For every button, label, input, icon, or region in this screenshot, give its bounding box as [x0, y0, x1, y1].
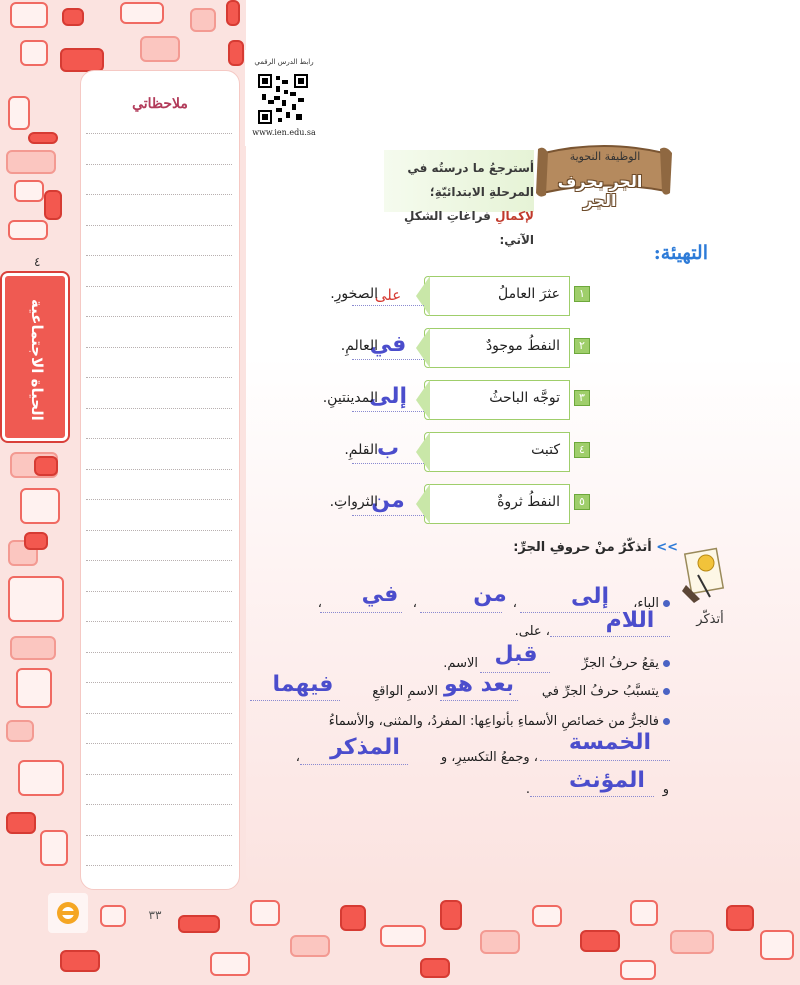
- exercise-row: [320, 328, 600, 368]
- answer-bad-huwa[interactable]: بعد هو: [443, 672, 515, 697]
- note-line[interactable]: [86, 164, 232, 165]
- blank-line: [420, 612, 502, 613]
- bullet-dot: [663, 660, 670, 667]
- note-line[interactable]: [86, 621, 232, 622]
- note-line[interactable]: [86, 438, 232, 439]
- note-line[interactable]: [86, 194, 232, 195]
- bullet-2: يقعُ حرفُ الجرِّ: [550, 654, 670, 674]
- publisher-logo-icon: [48, 893, 88, 933]
- blank-line: [540, 760, 670, 761]
- notes-title: ملاحظاتي: [132, 96, 188, 112]
- note-line[interactable]: [86, 804, 232, 805]
- answer-fihima[interactable]: فيهما: [272, 672, 334, 697]
- answer-muannath[interactable]: المؤنث: [569, 768, 645, 793]
- blank-line: [250, 700, 340, 701]
- note-line[interactable]: [86, 469, 232, 470]
- note-line[interactable]: [86, 133, 232, 134]
- separator: ،: [412, 596, 417, 611]
- exercise-end: الصخورِ.: [330, 286, 378, 302]
- note-line[interactable]: [86, 225, 232, 226]
- exercise-number: ٤: [574, 442, 590, 458]
- instruction-highlight: لإكمالِ: [495, 209, 534, 223]
- lesson-title: الجر بحرف الجر: [557, 172, 643, 210]
- exercise-answer[interactable]: في: [352, 331, 424, 360]
- note-line[interactable]: [86, 652, 232, 653]
- note-line[interactable]: [86, 682, 232, 683]
- note-line[interactable]: [86, 530, 232, 531]
- blank-line: [550, 636, 670, 637]
- exercise-row: [320, 484, 600, 524]
- exercise-number: ٣: [574, 390, 590, 406]
- note-line[interactable]: [86, 286, 232, 287]
- warmup-heading: التهيئة:: [653, 242, 708, 264]
- exercise-number: ٥: [574, 494, 590, 510]
- note-line[interactable]: [86, 408, 232, 409]
- remember-title: >> أتذكّرُ منْ حروفِ الجرِّ:: [513, 540, 678, 555]
- exercise-answer[interactable]: ب: [352, 435, 424, 464]
- exercise-row: [320, 276, 600, 316]
- exercise-answer[interactable]: على: [352, 285, 424, 306]
- remember-marker: >>: [656, 540, 678, 555]
- blank-line: [320, 612, 402, 613]
- bullet-dot: [663, 718, 670, 725]
- exercise-answer[interactable]: من: [352, 487, 424, 516]
- note-line[interactable]: [86, 499, 232, 500]
- exercise-row: [320, 380, 600, 420]
- lesson-subtitle: الوظيفة النحوية: [569, 150, 641, 163]
- bullet-3-mid: الاسمِ الواقعِ: [372, 684, 438, 699]
- bullet-dot: [663, 688, 670, 695]
- exercise-start: النفطُ ثروةٌ: [497, 494, 560, 510]
- answer-fi[interactable]: في: [361, 582, 399, 607]
- bullet-dot: [663, 600, 670, 607]
- note-line[interactable]: [86, 743, 232, 744]
- bullet-1-end: ، على.: [514, 624, 550, 639]
- qr-url[interactable]: www.ien.edu.sa: [252, 128, 316, 137]
- instruction-text: أسترجعُ ما درستُه في المرحلةِ الابتدائيّةِ؛ لإكمالِ فراغاتِ الشكلِ الآتي:: [404, 161, 534, 247]
- note-line[interactable]: [86, 316, 232, 317]
- answer-mudhakkar[interactable]: المذكر: [330, 735, 400, 760]
- remember-icon: [680, 545, 726, 605]
- note-line[interactable]: [86, 774, 232, 775]
- qr-label: رابط الدرس الرقمي: [254, 58, 314, 66]
- answer-lam[interactable]: اللام: [605, 608, 655, 633]
- note-line[interactable]: [86, 560, 232, 561]
- exercise-end: القلمِ.: [344, 442, 378, 458]
- answer-qabl[interactable]: قبل: [494, 642, 538, 667]
- note-line[interactable]: [86, 591, 232, 592]
- bullet-4: فالجرُّ من خصائصِ الأسماءِ بأنواعِها: المفردُ، والمثنى، والأسماءُ: [300, 712, 670, 732]
- bullet-4-mid: ، وجمعُ التكسيرِ، و: [440, 750, 538, 765]
- note-line[interactable]: [86, 835, 232, 836]
- note-line[interactable]: [86, 255, 232, 256]
- note-line[interactable]: [86, 377, 232, 378]
- bullet-3: يتسبَّبُ حرفُ الجرِّ في: [520, 682, 670, 702]
- answer-min[interactable]: من: [473, 582, 507, 607]
- bullet-4-end: .: [525, 782, 530, 797]
- bullet-2-end: الاسم.: [443, 656, 478, 671]
- exercise-end: الثرواتِ.: [329, 494, 378, 510]
- exercise-end: المدينتينِ.: [322, 390, 378, 406]
- exercise-start: النفطُ موجودٌ: [485, 338, 560, 354]
- note-line[interactable]: [86, 347, 232, 348]
- note-line[interactable]: [86, 865, 232, 866]
- exercise-start: توجَّه الباحثُ: [489, 390, 560, 406]
- exercise-start: عثرَ العاملُ: [497, 286, 560, 302]
- bullet-4-and: و: [662, 782, 669, 797]
- note-line[interactable]: [86, 713, 232, 714]
- bullet-1: الباء،: [620, 594, 670, 614]
- answer-khamsa[interactable]: الخمسة: [568, 730, 652, 755]
- exercise-number: ١: [574, 286, 590, 302]
- unit-number: ٤: [34, 255, 41, 269]
- blank-line: [300, 764, 408, 765]
- remember-label: أتذكّر: [696, 612, 724, 627]
- exercise-number: ٢: [574, 338, 590, 354]
- blank-line: [530, 796, 654, 797]
- exercise-start: كتبت: [531, 442, 560, 458]
- separator: ،: [295, 750, 300, 765]
- exercise-answer[interactable]: إلى: [352, 383, 424, 412]
- page-number: ٣٣: [148, 908, 162, 922]
- exercise-row: [320, 432, 600, 472]
- exercise-end: العالمِ.: [340, 338, 378, 354]
- notes-panel: [80, 70, 240, 890]
- blank-line: [440, 700, 518, 701]
- answer-ila[interactable]: إلى: [570, 584, 610, 609]
- separator: ،: [317, 596, 322, 611]
- chapter-tab-label: الحياة الاجتماعية: [28, 299, 46, 421]
- separator: ،: [512, 596, 517, 611]
- qr-code-icon[interactable]: [258, 74, 308, 124]
